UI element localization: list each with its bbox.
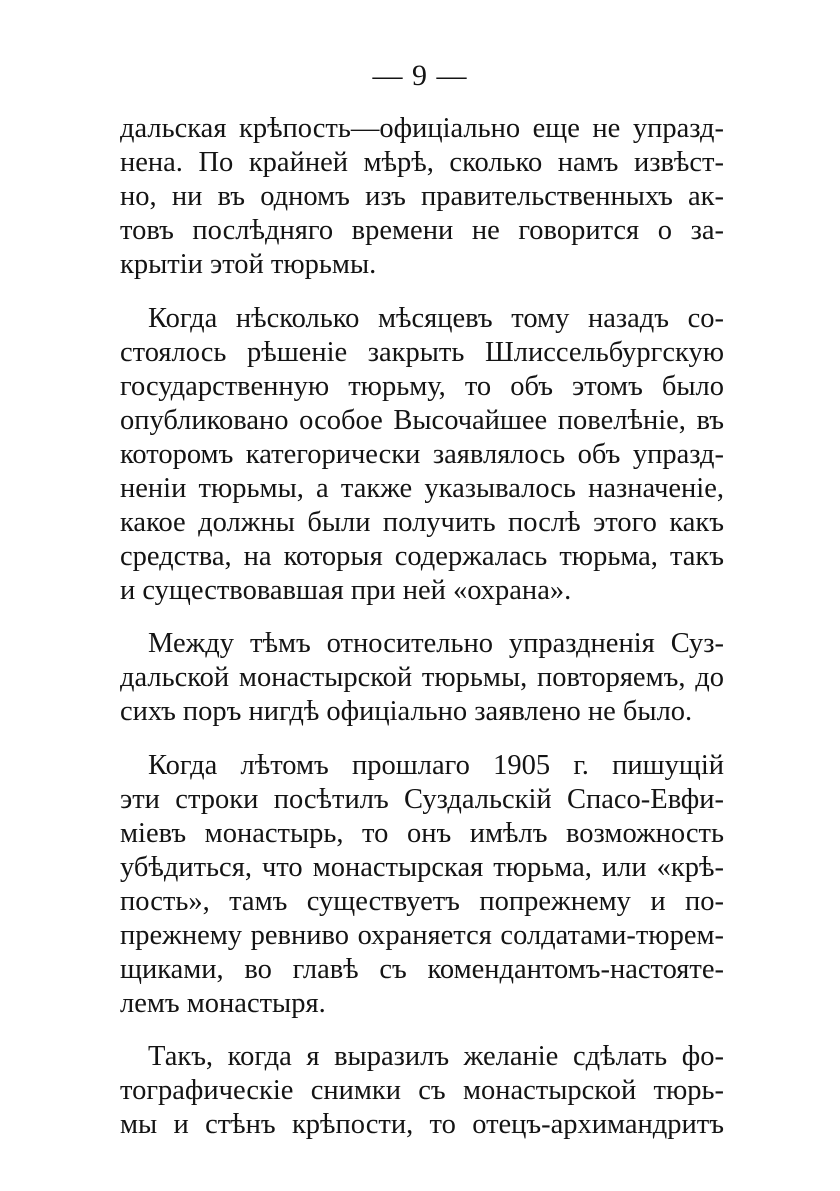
paragraph (120, 112, 724, 282)
text-line: эти строки посѣтилъ Суздальскій Спасо-Евфи- (120, 783, 724, 815)
paragraph-gap (120, 608, 724, 628)
text-line: Когда лѣтомъ прошлаго 1905 г. пишущій (148, 749, 724, 781)
text-line: крытіи этой тюрьмы. (120, 249, 377, 280)
text-line: Между тѣмъ относительно упраздненія Суз- (148, 628, 724, 659)
paragraph (120, 302, 724, 608)
text-line: тографическіе снимки съ монастырской тюрь- (120, 1075, 724, 1106)
text-line: товъ послѣдняго времени не говорится о за- (120, 215, 724, 246)
paragraph-gap (120, 729, 724, 749)
paragraph (120, 627, 724, 729)
text-line: дальской монастырской тюрьмы, повторяемъ, до (120, 662, 724, 693)
text-line: прежнему ревниво охраняется солдатами-тюрем- (120, 919, 724, 951)
paragraph (120, 1040, 724, 1142)
text-line: сихъ поръ нигдѣ офиціально заявлено не было. (120, 696, 693, 727)
paragraph-gap (120, 282, 724, 302)
text-line: и существовавшая при ней «охрана». (120, 574, 572, 606)
body-text (120, 112, 724, 1142)
text-line: убѣдиться, что монастырская тюрьма, или «крѣ- (120, 851, 724, 883)
paragraph (120, 749, 724, 1021)
text-line: дальская крѣпость—офиціально еще не упразд- (120, 113, 724, 144)
text-line: опубликовано особое Высочайшее повелѣніе, въ (120, 404, 724, 436)
text-line: щиками, во главѣ съ комендантомъ-настояте- (120, 953, 724, 985)
text-line: лемъ монастыря. (120, 987, 326, 1019)
text-line: нена. По крайней мѣрѣ, сколько намъ извѣст- (120, 147, 724, 178)
text-line: мы и стѣнъ крѣпости, то отецъ-архимандритъ (120, 1109, 724, 1140)
text-line: средства, на которыя содержалась тюрьма, такъ (120, 540, 724, 572)
text-line: пость», тамъ существуетъ попрежнему и по- (120, 885, 724, 917)
text-line: неніи тюрьмы, а также указывалось назначеніе, (120, 472, 724, 504)
page-number: — 9 — (372, 59, 468, 92)
text-line: стоялось рѣшеніе закрыть Шлиссельбургскую (120, 336, 724, 368)
text-line: государственную тюрьму, то объ этомъ было (120, 370, 724, 402)
text-line: міевъ монастырь, то онъ имѣлъ возможность (120, 817, 724, 849)
text-line: но, ни въ одномъ изъ правительственныхъ ак- (120, 181, 724, 212)
text-line: Такъ, когда я выразилъ желаніе сдѣлать фо- (148, 1041, 724, 1072)
text-line: Когда нѣсколько мѣсяцевъ тому назадъ со- (148, 302, 724, 334)
paragraph-gap (120, 1021, 724, 1041)
text-line: какое должны были получить послѣ этого какъ (120, 506, 724, 538)
text-line: которомъ категорически заявлялось объ упразд- (120, 438, 724, 470)
